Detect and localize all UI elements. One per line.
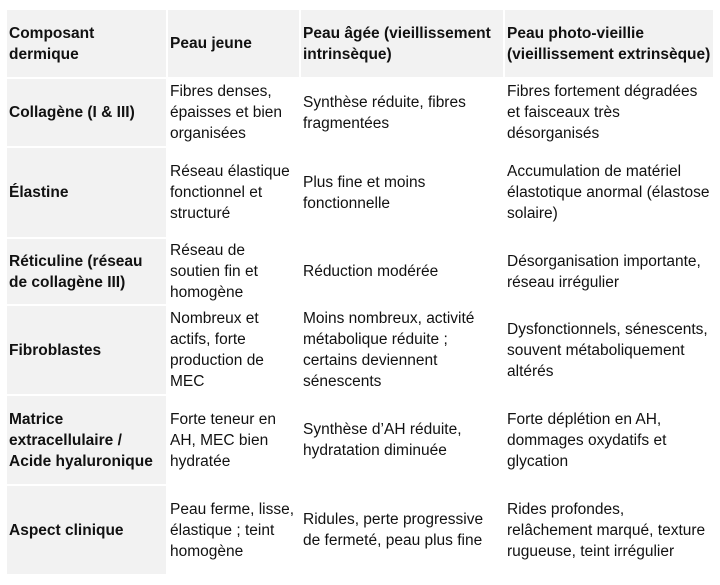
cell-young: Fibres denses, épaisses et bien organisées — [168, 79, 299, 146]
cell-photoaged: Dysfonctionnels, sénescents, souvent métaboliquement altérés — [505, 306, 713, 394]
cell-young: Forte teneur en AH, MEC bien hydratée — [168, 396, 299, 484]
cell-aged: Réduction modérée — [301, 239, 503, 304]
row-label-reticulin: Réticuline (réseau de collagène III) — [7, 239, 166, 304]
skin-aging-comparison-table — [5, 8, 715, 576]
row-label-collagen: Collagène (I & III) — [7, 79, 166, 146]
cell-aged: Moins nombreux, activité métabolique réduite ; certains deviennent sénescents — [301, 306, 503, 394]
table-row — [7, 396, 713, 484]
table-row — [7, 148, 713, 237]
cell-photoaged: Fibres fortement dégradées et faisceaux très désorganisés — [505, 79, 713, 146]
table-row — [7, 306, 713, 394]
cell-aged: Synthèse d’AH réduite, hydratation diminuée — [301, 396, 503, 484]
cell-photoaged: Accumulation de matériel élastotique anormal (élastose solaire) — [505, 148, 713, 237]
cell-aged: Plus fine et moins fonctionnelle — [301, 148, 503, 237]
cell-young: Réseau de soutien fin et homogène — [168, 239, 299, 304]
cell-aged: Ridules, perte progressive de fermeté, peau plus fine — [301, 486, 503, 574]
row-label-fibroblasts: Fibroblastes — [7, 306, 166, 394]
row-label-clinical-aspect: Aspect clinique — [7, 486, 166, 574]
header-component: Composant dermique — [7, 10, 166, 77]
cell-young: Nombreux et actifs, forte production de MEC — [168, 306, 299, 394]
cell-photoaged: Forte déplétion en AH, dommages oxydatifs et glycation — [505, 396, 713, 484]
row-label-elastin: Élastine — [7, 148, 166, 237]
cell-aged: Synthèse réduite, fibres fragmentées — [301, 79, 503, 146]
table-header-row — [7, 10, 713, 77]
header-young-skin: Peau jeune — [168, 10, 299, 77]
cell-photoaged: Désorganisation importante, réseau irrégulier — [505, 239, 713, 304]
table-row — [7, 239, 713, 304]
header-photoaged-skin: Peau photo-vieillie (vieillissement extrinsèque) — [505, 10, 713, 77]
table-row — [7, 486, 713, 574]
row-label-extracellular-matrix: Matrice extracellulaire / Acide hyaluronique — [7, 396, 166, 484]
header-aged-skin: Peau âgée (vieillissement intrinsèque) — [301, 10, 503, 77]
table-row — [7, 79, 713, 146]
cell-photoaged: Rides profondes, relâchement marqué, texture rugueuse, teint irrégulier — [505, 486, 713, 574]
cell-young: Réseau élastique fonctionnel et structuré — [168, 148, 299, 237]
cell-young: Peau ferme, lisse, élastique ; teint homogène — [168, 486, 299, 574]
